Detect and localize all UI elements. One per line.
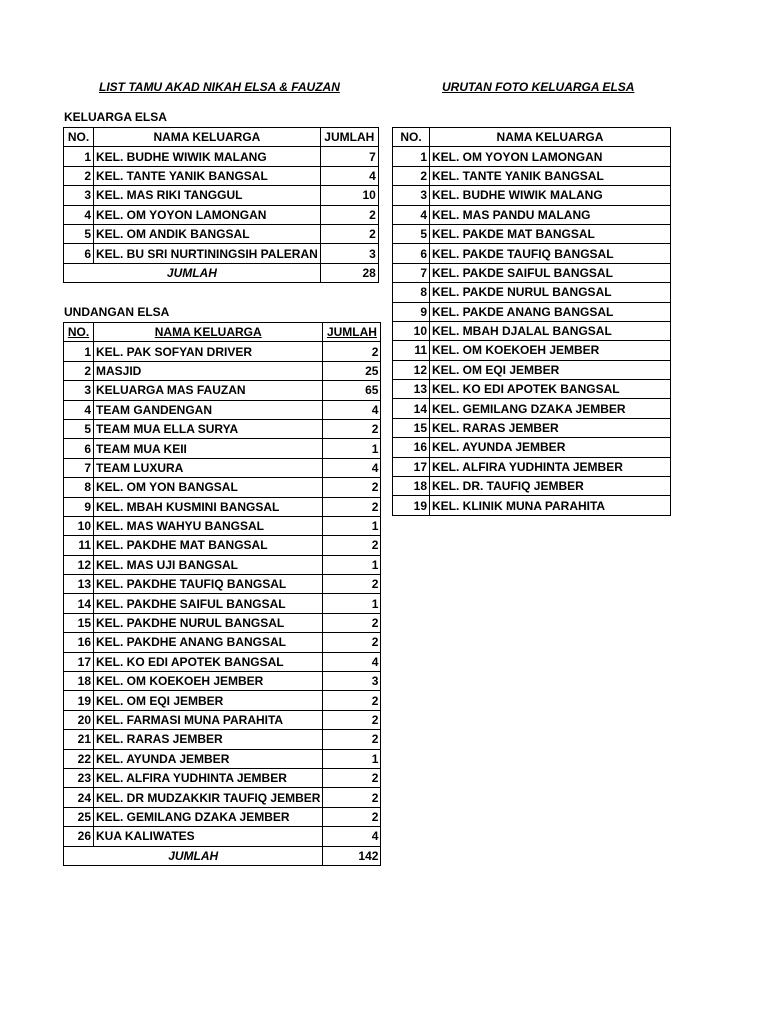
row-nama-keluarga: KEL. ALFIRA YUDHINTA JEMBER — [430, 457, 671, 476]
table-row — [64, 342, 381, 361]
row-no: 13 — [64, 575, 94, 594]
row-nama-keluarga: KEL. PAKDE TAUFIQ BANGSAL — [430, 244, 671, 263]
row-nama-keluarga: KEL. KO EDI APOTEK BANGSAL — [430, 380, 671, 399]
row-no: 1 — [64, 342, 94, 361]
row-nama-keluarga: KEL. BUDHE WIWIK MALANG — [430, 186, 671, 205]
row-jumlah: 2 — [323, 342, 381, 361]
table-row — [393, 244, 671, 263]
table-row — [64, 827, 381, 846]
row-nama-keluarga: KEL. PAKDHE NURUL BANGSAL — [94, 613, 323, 632]
table-row — [393, 205, 671, 224]
row-no: 9 — [393, 302, 430, 321]
row-jumlah: 3 — [323, 672, 381, 691]
row-jumlah: 7 — [320, 147, 378, 166]
table-header-row — [64, 128, 379, 147]
row-nama-keluarga: KEL. OM YOYON LAMONGAN — [94, 205, 321, 224]
row-nama-keluarga: KEL. ALFIRA YUDHINTA JEMBER — [94, 768, 323, 787]
table-row — [393, 302, 671, 321]
row-no: 6 — [64, 244, 94, 263]
row-no: 4 — [64, 205, 94, 224]
row-jumlah: 2 — [323, 497, 381, 516]
row-no: 14 — [393, 399, 430, 418]
row-nama-keluarga: KEL. GEMILANG DZAKA JEMBER — [430, 399, 671, 418]
row-no: 13 — [393, 380, 430, 399]
row-no: 18 — [393, 477, 430, 496]
row-nama-keluarga: KEL. MAS UJI BANGSAL — [94, 555, 323, 574]
row-nama-keluarga: MASJID — [94, 361, 323, 380]
row-no: 23 — [64, 768, 94, 787]
header-nama-keluarga: NAMA KELUARGA — [94, 128, 321, 147]
row-nama-keluarga: KEL. PAKDE NURUL BANGSAL — [430, 283, 671, 302]
row-jumlah: 2 — [323, 478, 381, 497]
table-row — [393, 147, 671, 166]
row-jumlah: 1 — [323, 594, 381, 613]
row-no: 19 — [393, 496, 430, 515]
row-no: 8 — [64, 478, 94, 497]
row-nama-keluarga: KEL. PAKDHE SAIFUL BANGSAL — [94, 594, 323, 613]
row-nama-keluarga: KEL. MBAH DJALAL BANGSAL — [430, 321, 671, 340]
row-no: 15 — [64, 613, 94, 632]
table-row — [393, 263, 671, 282]
keluarga-elsa-table — [63, 127, 379, 283]
table-row — [393, 224, 671, 243]
row-nama-keluarga: KEL. KO EDI APOTEK BANGSAL — [94, 652, 323, 671]
row-no: 19 — [64, 691, 94, 710]
row-no: 4 — [64, 400, 94, 419]
table-row — [64, 768, 381, 787]
row-no: 6 — [393, 244, 430, 263]
row-nama-keluarga: KEL. OM EQI JEMBER — [430, 360, 671, 379]
table-row — [64, 613, 381, 632]
row-nama-keluarga: TEAM MUA KEII — [94, 439, 323, 458]
table-row — [393, 360, 671, 379]
right-title: URUTAN FOTO KELUARGA ELSA — [442, 80, 635, 94]
row-nama-keluarga: KEL. MAS WAHYU BANGSAL — [94, 516, 323, 535]
row-jumlah: 2 — [320, 224, 378, 243]
row-jumlah: 1 — [323, 555, 381, 574]
row-no: 2 — [64, 361, 94, 380]
row-no: 24 — [64, 788, 94, 807]
row-no: 18 — [64, 672, 94, 691]
undangan-elsa-label: UNDANGAN ELSA — [64, 305, 170, 319]
table-row — [393, 380, 671, 399]
row-nama-keluarga: KEL. MAS PANDU MALANG — [430, 205, 671, 224]
table-row — [64, 224, 379, 243]
row-no: 10 — [393, 321, 430, 340]
row-nama-keluarga: KEL. PAK SOFYAN DRIVER — [94, 342, 323, 361]
row-no: 17 — [64, 652, 94, 671]
row-jumlah: 4 — [323, 400, 381, 419]
row-nama-keluarga: TEAM GANDENGAN — [94, 400, 323, 419]
row-jumlah: 2 — [323, 536, 381, 555]
table-row — [64, 361, 381, 380]
row-jumlah: 3 — [320, 244, 378, 263]
table-row — [64, 516, 381, 535]
header-nama-keluarga: NAMA KELUARGA — [430, 128, 671, 147]
header-nama-keluarga: NAMA KELUARGA — [94, 323, 323, 342]
header-jumlah: JUMLAH — [323, 323, 381, 342]
row-nama-keluarga: TEAM MUA ELLA SURYA — [94, 419, 323, 438]
table-header-row — [64, 323, 381, 342]
table-row — [64, 478, 381, 497]
header-no: NO. — [393, 128, 430, 147]
table-row — [393, 186, 671, 205]
row-no: 5 — [64, 224, 94, 243]
table-row — [393, 341, 671, 360]
row-no: 12 — [393, 360, 430, 379]
row-jumlah: 4 — [320, 166, 378, 185]
row-nama-keluarga: KEL. TANTE YANIK BANGSAL — [94, 166, 321, 185]
row-no: 6 — [64, 439, 94, 458]
row-nama-keluarga: KEL. FARMASI MUNA PARAHITA — [94, 710, 323, 729]
row-no: 15 — [393, 418, 430, 437]
row-nama-keluarga: KEL. PAKDE SAIFUL BANGSAL — [430, 263, 671, 282]
total-row — [64, 846, 381, 865]
row-nama-keluarga: KUA KALIWATES — [94, 827, 323, 846]
header-no: NO. — [64, 323, 94, 342]
row-no: 5 — [393, 224, 430, 243]
row-jumlah: 2 — [323, 613, 381, 632]
row-no: 5 — [64, 419, 94, 438]
row-jumlah: 1 — [323, 439, 381, 458]
table-header-row — [393, 128, 671, 147]
row-nama-keluarga: KELUARGA MAS FAUZAN — [94, 381, 323, 400]
row-nama-keluarga: KEL. OM KOEKOEH JEMBER — [94, 672, 323, 691]
row-no: 12 — [64, 555, 94, 574]
total-value: 142 — [323, 846, 381, 865]
row-no: 16 — [64, 633, 94, 652]
row-nama-keluarga: TEAM LUXURA — [94, 458, 323, 477]
table-row — [64, 691, 381, 710]
table-row — [64, 555, 381, 574]
row-jumlah: 2 — [320, 205, 378, 224]
table-row — [64, 807, 381, 826]
row-jumlah: 1 — [323, 749, 381, 768]
row-nama-keluarga: KEL. PAKDE ANANG BANGSAL — [430, 302, 671, 321]
urutan-foto-table — [392, 127, 671, 516]
left-title: LIST TAMU AKAD NIKAH ELSA & FAUZAN — [99, 80, 340, 94]
table-row — [64, 381, 381, 400]
row-nama-keluarga: KEL. PAKDHE MAT BANGSAL — [94, 536, 323, 555]
table-row — [64, 419, 381, 438]
table-row — [64, 536, 381, 555]
row-no: 26 — [64, 827, 94, 846]
row-no: 11 — [64, 536, 94, 555]
row-jumlah: 2 — [323, 419, 381, 438]
row-no: 1 — [64, 147, 94, 166]
row-nama-keluarga: KEL. PAKDHE TAUFIQ BANGSAL — [94, 575, 323, 594]
row-no: 2 — [393, 166, 430, 185]
table-row — [64, 594, 381, 613]
header-jumlah: JUMLAH — [320, 128, 378, 147]
row-jumlah: 2 — [323, 788, 381, 807]
row-no: 8 — [393, 283, 430, 302]
table-row — [64, 244, 379, 263]
row-nama-keluarga: KEL. OM YOYON LAMONGAN — [430, 147, 671, 166]
header-no: NO. — [64, 128, 94, 147]
row-no: 20 — [64, 710, 94, 729]
row-no: 11 — [393, 341, 430, 360]
row-no: 7 — [64, 458, 94, 477]
row-no: 21 — [64, 730, 94, 749]
row-jumlah: 2 — [323, 691, 381, 710]
row-nama-keluarga: KEL. MBAH KUSMINI BANGSAL — [94, 497, 323, 516]
row-jumlah: 2 — [323, 710, 381, 729]
row-nama-keluarga: KEL. MAS RIKI TANGGUL — [94, 186, 321, 205]
table-row — [64, 439, 381, 458]
table-row — [64, 710, 381, 729]
row-nama-keluarga: KEL. BUDHE WIWIK MALANG — [94, 147, 321, 166]
row-no: 16 — [393, 438, 430, 457]
row-jumlah: 2 — [323, 633, 381, 652]
row-no: 3 — [64, 186, 94, 205]
total-label: JUMLAH — [64, 263, 321, 282]
table-row — [64, 458, 381, 477]
table-row — [64, 400, 381, 419]
row-nama-keluarga: KEL. OM EQI JEMBER — [94, 691, 323, 710]
table-row — [393, 418, 671, 437]
keluarga-elsa-label: KELUARGA ELSA — [64, 110, 167, 124]
table-row — [64, 788, 381, 807]
table-row — [64, 497, 381, 516]
row-no: 25 — [64, 807, 94, 826]
row-jumlah: 65 — [323, 381, 381, 400]
table-row — [64, 672, 381, 691]
row-no: 14 — [64, 594, 94, 613]
table-row — [393, 496, 671, 515]
row-no: 1 — [393, 147, 430, 166]
row-nama-keluarga: KEL. TANTE YANIK BANGSAL — [430, 166, 671, 185]
table-row — [64, 633, 381, 652]
table-row — [64, 205, 379, 224]
table-row — [64, 575, 381, 594]
row-no: 4 — [393, 205, 430, 224]
row-no: 3 — [64, 381, 94, 400]
row-nama-keluarga: KEL. KLINIK MUNA PARAHITA — [430, 496, 671, 515]
table-row — [64, 166, 379, 185]
row-jumlah: 10 — [320, 186, 378, 205]
row-no: 2 — [64, 166, 94, 185]
undangan-elsa-table — [63, 322, 381, 866]
row-jumlah: 4 — [323, 652, 381, 671]
row-no: 7 — [393, 263, 430, 282]
row-no: 3 — [393, 186, 430, 205]
row-nama-keluarga: KEL. DR. TAUFIQ JEMBER — [430, 477, 671, 496]
row-jumlah: 4 — [323, 458, 381, 477]
row-nama-keluarga: KEL. RARAS JEMBER — [430, 418, 671, 437]
table-row — [393, 283, 671, 302]
row-no: 17 — [393, 457, 430, 476]
row-no: 10 — [64, 516, 94, 535]
table-row — [64, 730, 381, 749]
row-jumlah: 2 — [323, 730, 381, 749]
row-nama-keluarga: KEL. BU SRI NURTININGSIH PALERAN — [94, 244, 321, 263]
row-no: 9 — [64, 497, 94, 516]
row-no: 22 — [64, 749, 94, 768]
table-row — [393, 457, 671, 476]
row-jumlah: 2 — [323, 807, 381, 826]
table-row — [393, 166, 671, 185]
table-row — [393, 321, 671, 340]
row-nama-keluarga: KEL. AYUNDA JEMBER — [430, 438, 671, 457]
row-nama-keluarga: KEL. DR MUDZAKKIR TAUFIQ JEMBER — [94, 788, 323, 807]
table-row — [393, 438, 671, 457]
row-nama-keluarga: KEL. AYUNDA JEMBER — [94, 749, 323, 768]
table-row — [64, 186, 379, 205]
row-jumlah: 4 — [323, 827, 381, 846]
row-nama-keluarga: KEL. GEMILANG DZAKA JEMBER — [94, 807, 323, 826]
table-row — [64, 652, 381, 671]
total-row — [64, 263, 379, 282]
table-row — [393, 477, 671, 496]
total-value: 28 — [320, 263, 378, 282]
row-nama-keluarga: KEL. OM YON BANGSAL — [94, 478, 323, 497]
table-row — [393, 399, 671, 418]
row-nama-keluarga: KEL. PAKDE MAT BANGSAL — [430, 224, 671, 243]
row-jumlah: 2 — [323, 575, 381, 594]
table-row — [64, 749, 381, 768]
row-nama-keluarga: KEL. RARAS JEMBER — [94, 730, 323, 749]
total-label: JUMLAH — [64, 846, 323, 865]
row-nama-keluarga: KEL. OM ANDIK BANGSAL — [94, 224, 321, 243]
table-row — [64, 147, 379, 166]
row-nama-keluarga: KEL. PAKDHE ANANG BANGSAL — [94, 633, 323, 652]
row-jumlah: 25 — [323, 361, 381, 380]
row-jumlah: 1 — [323, 516, 381, 535]
row-nama-keluarga: KEL. OM KOEKOEH JEMBER — [430, 341, 671, 360]
row-jumlah: 2 — [323, 768, 381, 787]
